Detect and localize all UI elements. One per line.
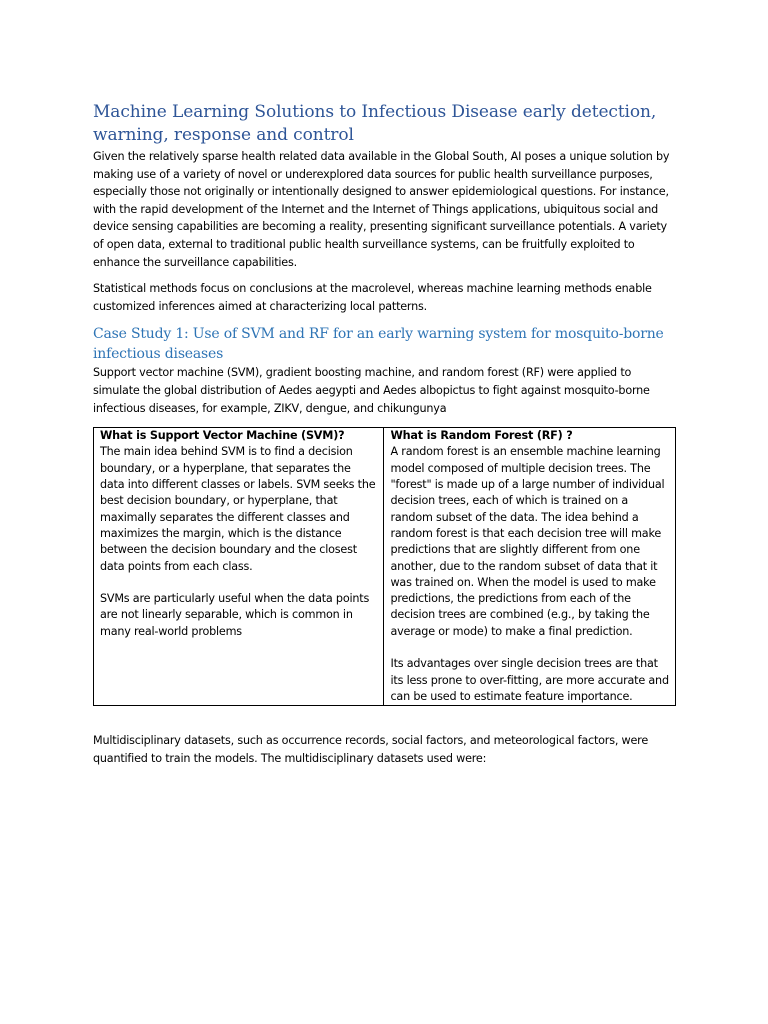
table-row bbox=[94, 428, 676, 706]
statistical-methods-paragraph: Statistical methods focus on conclusions at the macrolevel, whereas machine learning methods enable customized inferences aimed at characterizing local patterns. bbox=[93, 282, 652, 313]
rf-paragraph-2: Its advantages over single decision trees are that its less prone to over-fitting, are more accurate and can be used to estimate feature importance. bbox=[390, 657, 669, 703]
rf-cell bbox=[384, 428, 676, 706]
cell-spacer bbox=[100, 575, 377, 591]
multidisciplinary-paragraph: Multidisciplinary datasets, such as occurrence records, social factors, and meteorological factors, were quantified to train the models. The multidisciplinary datasets used were: bbox=[93, 734, 648, 765]
document-title: Machine Learning Solutions to Infectious Disease early detection, warning, response and control bbox=[93, 102, 657, 145]
cell-spacer bbox=[390, 640, 669, 656]
rf-heading: What is Random Forest (RF) ? bbox=[390, 429, 573, 443]
svm-heading: What is Support Vector Machine (SVM)? bbox=[100, 429, 345, 443]
document-body bbox=[93, 101, 677, 767]
intro-paragraph: Given the relatively sparse health related data available in the Global South, AI poses a unique solution by making use of a variety of novel or underexplored data sources for public health surveillance purposes, especially those not originally or intentionally designed to answer epidemiological questions. For instance, with the rapid development of the Internet and the Internet of Things applications, ubiquitous social and device sensing capabilities are becoming a reality, presenting significant surveillance potentials. A variety of open data, external to traditional public health surveillance systems, can be fruitfully exploited to enhance the surveillance capabilities. bbox=[93, 150, 670, 269]
case-study-paragraph: Support vector machine (SVM), gradient boosting machine, and random forest (RF) were applied to simulate the global distribution of Aedes aegypti and Aedes albopictus to fight against mosquito-borne infectious diseases, for example, ZIKV, dengue, and chikungunya bbox=[93, 366, 650, 415]
svm-cell bbox=[94, 428, 384, 706]
case-study-heading: Case Study 1: Use of SVM and RF for an early warning system for mosquito-borne infectious diseases bbox=[93, 326, 664, 363]
svm-paragraph-1: The main idea behind SVM is to find a decision boundary, or a hyperplane, that separates the data into different classes or labels. SVM seeks the best decision boundary, or hyperplane, that maximally separates the different classes and maximizes the margin, which is the distance between the decision boundary and the closest data points from each class. bbox=[100, 445, 376, 573]
rf-paragraph-1: A random forest is an ensemble machine learning model composed of multiple decision trees. The "forest" is made up of a large number of individual decision trees, each of which is trained on a random subset of the data. The idea behind a random forest is that each decision tree will make predictions that are slightly different from one another, due to the random subset of data that it was trained on. When the model is used to make predictions, the predictions from each of the decision trees are combined (e.g., by taking the average or mode) to make a final prediction. bbox=[390, 445, 665, 638]
svm-rf-comparison-table bbox=[93, 427, 676, 706]
svm-paragraph-2: SVMs are particularly useful when the data points are not linearly separable, which is common in many real-world problems bbox=[100, 592, 370, 638]
